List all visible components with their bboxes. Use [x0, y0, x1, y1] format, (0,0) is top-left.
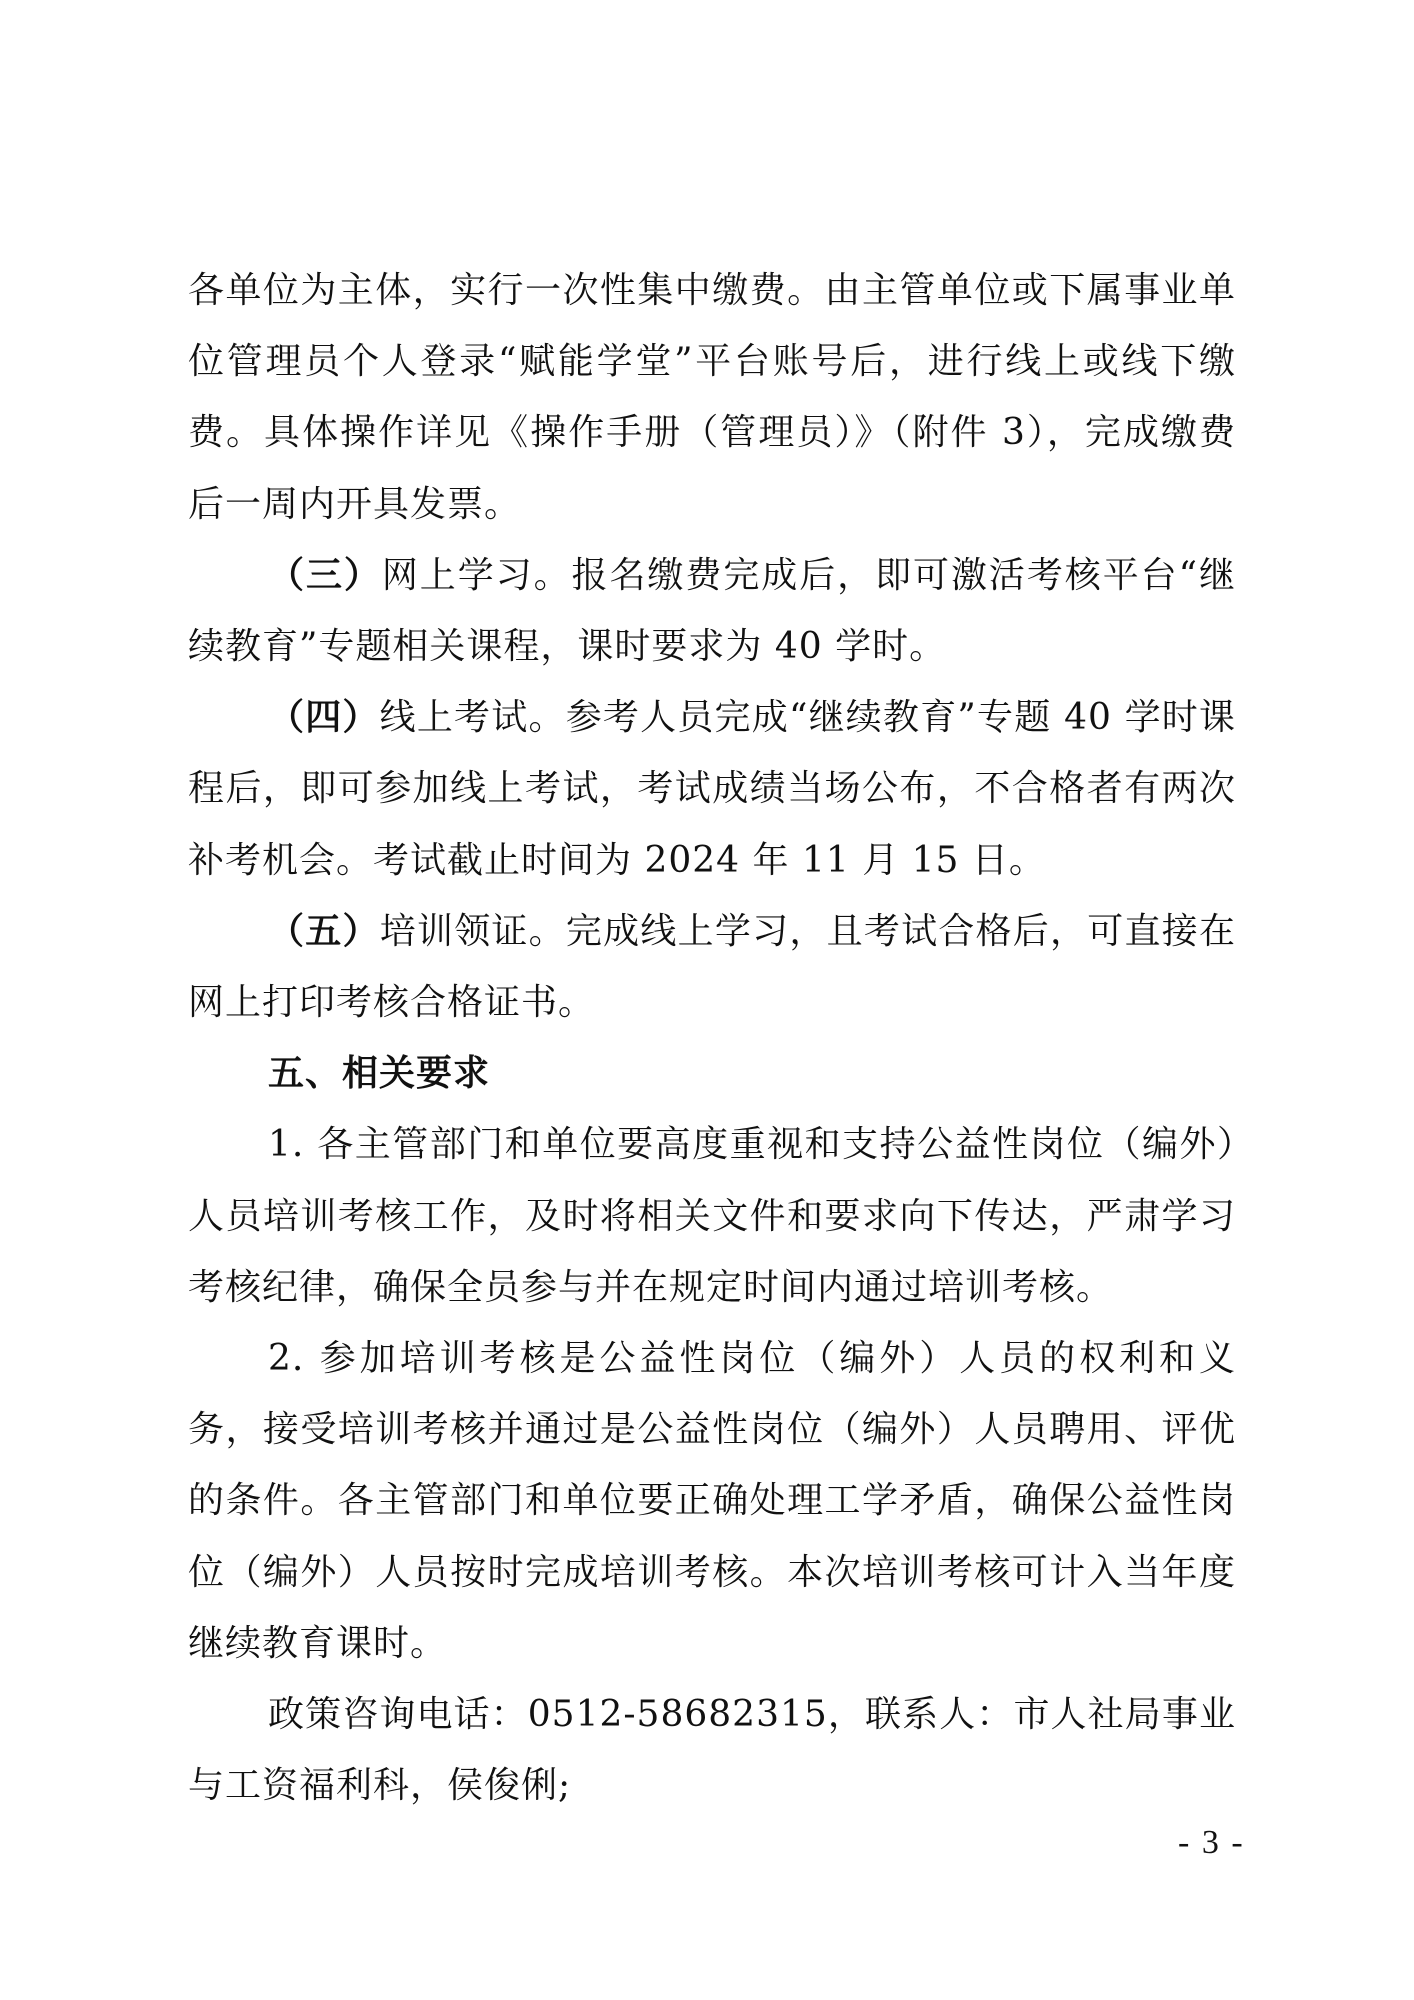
- section-lead-3: 网上学习。: [381, 554, 572, 596]
- paragraph-online-exam: [188, 682, 1236, 896]
- section-label-3: （三）: [268, 553, 382, 596]
- section-lead-4: 线上考试。: [379, 697, 566, 739]
- requirement-item-2: 2. 参加培训考核是公益性岗位（编外）人员的权利和义务，接受培训考核并通过是公益性岗位（编外）人员聘用、评优的条件。各主管部门和单位要正确处理工学矛盾，确保公益性岗位（编外）人员按时完成培训考核。本次培训考核可计入当年度继续教育课时。: [188, 1338, 1236, 1664]
- section-text-4: 参考人员完成“继续教育”专题 40 学时课程后，即可参加线上考试，考试成绩当场公布，不合格者有两次补考机会。考试截止时间为 2024 年 11 月 15 日。: [188, 697, 1236, 881]
- page-number: - 3 -: [1178, 1824, 1245, 1861]
- section-label-5: （五）: [268, 909, 380, 952]
- contact-info: 政策咨询电话：0512-58682315，联系人：市人社局事业与工资福利科，侯俊俐;: [188, 1694, 1236, 1807]
- requirement-item-1: 1. 各主管部门和单位要高度重视和支持公益性岗位（编外）人员培训考核工作，及时将相关文件和要求向下传达，严肃学习考核纪律，确保全员参与并在规定时间内通过培训考核。: [188, 1124, 1236, 1308]
- section-lead-5: 培训领证。: [379, 910, 566, 952]
- section-text-5: 完成线上学习，且考试合格后，可直接在网上打印考核合格证书。: [188, 910, 1236, 1024]
- section-label-4: （四）: [268, 696, 380, 739]
- paragraph-payment-continuation: 各单位为主体，实行一次性集中缴费。由主管单位或下属事业单位管理员个人登录“赋能学堂”平台账号后，进行线上或线下缴费。具体操作详见《操作手册（管理员）》（附件 3），完成缴费后一周内开具发票。: [188, 270, 1236, 525]
- paragraph-certificate: [188, 896, 1236, 1038]
- document-body: [188, 255, 1236, 1821]
- section-text-3: 报名缴费完成后，即可激活考核平台“继续教育”专题相关课程，课时要求为 40 学时。: [188, 554, 1236, 668]
- heading-related-requirements: 五、相关要求: [268, 1053, 491, 1095]
- paragraph-online-study: [188, 540, 1236, 682]
